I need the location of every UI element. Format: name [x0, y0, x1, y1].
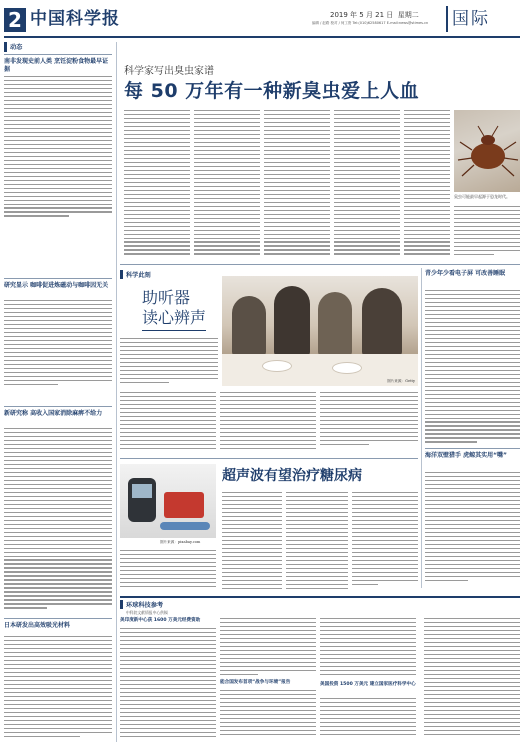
rule: [4, 618, 112, 619]
section-divider: [446, 6, 448, 32]
right-briefs: [425, 268, 520, 588]
brief-body: [425, 290, 520, 446]
photo-credit: 图片来源：Getty: [387, 379, 415, 383]
feature-body-col1: [120, 392, 216, 452]
bottom-sublabel: 中科院文献情报中心供稿: [126, 610, 168, 615]
brief-title: 能合国发布首项“战争与环境”报告: [220, 680, 291, 685]
feature-label: 科学此刻: [120, 270, 151, 279]
brief-body: [4, 428, 112, 614]
brief-title: 日本研发出高效吸光材料: [4, 622, 71, 629]
bedbug-icon: [454, 110, 520, 192]
brief-title: 美印度新中心获 1600 万美元经费资助: [120, 618, 201, 623]
ultrasound-body-left: [120, 550, 216, 592]
lancet-pen: [160, 522, 210, 530]
main-headline: 每 50 万年有一种新臭虫爱上人血: [124, 80, 420, 102]
plate: [332, 362, 362, 374]
brief-title: 研究显示 咖啡促进炼磁动与咖啡因无关: [4, 282, 109, 289]
issue-date: 2019 年 5 月 21 日 星期二: [330, 11, 419, 19]
ultrasound-headline: 超声波有望治疗糖尿病: [222, 468, 362, 484]
person-silhouette: [318, 292, 352, 356]
ultrasound-story: [120, 462, 418, 594]
feature-story: [120, 268, 418, 454]
brief-title: 海洋双壁猎手 虎鲸其实用“嘴”: [425, 452, 507, 459]
ultrasound-body-col1: [222, 492, 282, 592]
brief-body: [120, 628, 216, 740]
rule: [4, 54, 112, 55]
feature-intro: [120, 338, 218, 386]
plate: [262, 360, 292, 372]
dinner-party-photo: [222, 276, 418, 386]
brief-body: [4, 636, 112, 740]
rule: [120, 458, 418, 459]
section-name: 国际: [452, 9, 490, 29]
bottom-label: 环球科技参考: [120, 600, 163, 609]
bottom-section: [120, 600, 520, 742]
brief-body: [4, 76, 112, 222]
person-silhouette: [362, 288, 402, 356]
brief-body: [220, 618, 316, 678]
feature-body-col2: [220, 392, 316, 452]
main-kicker: 科学家写出臭虫家谱: [124, 66, 214, 77]
column-label-dynamic: 动态: [4, 42, 112, 52]
brief-body: [320, 618, 416, 678]
brief-title: 美国投资 1500 万美元 建立国家医疗科学中心: [320, 682, 416, 687]
column-divider: [116, 42, 117, 742]
header-rule: [4, 36, 520, 38]
feature-title-line2: 读心辨声: [142, 308, 207, 327]
photo-credit: 图片来源：pixabay.com: [160, 540, 201, 544]
main-body-col4: [334, 110, 400, 258]
header-contacts: 编辑 / 赵路 校对 / 何工资 Tel:(010)62580617 E-mail:news@stimes.cn: [312, 21, 429, 25]
main-body-col3: [264, 110, 330, 258]
brief-title: 南非发现史前人类 烹饪淀粉食物最早证据: [4, 58, 109, 73]
feature-title-line1: 助听器: [142, 288, 191, 307]
page-number-badge: 2: [4, 8, 26, 32]
brief-title: 青少年少看电子屏 可改善睡眠: [425, 270, 506, 277]
test-strips: [164, 492, 204, 518]
rule: [4, 278, 112, 279]
rule: [425, 448, 520, 449]
main-body-col2: [194, 110, 260, 258]
ultrasound-body-col3: [352, 492, 418, 592]
brief-body: [425, 472, 520, 584]
bedbug-photo: [454, 110, 520, 192]
feature-body-col3: [320, 392, 418, 452]
main-story: [120, 42, 520, 262]
photo-caption: 臭虫可能最早起源于恐龙时代。: [454, 194, 510, 199]
left-column: [4, 42, 112, 742]
rule: [4, 406, 112, 407]
brief-body: [4, 300, 112, 390]
ultrasound-body-col2: [286, 492, 348, 592]
masthead-logo: 中国科学报: [30, 9, 120, 29]
brief-title: 新研究称 高收入国家消除麻痹不给力: [4, 410, 103, 417]
rule: [120, 264, 520, 265]
brief-body: [220, 690, 316, 740]
person-silhouette: [232, 296, 266, 356]
glucose-meter-photo: [120, 464, 216, 538]
main-body-col1: [124, 110, 190, 258]
person-silhouette: [274, 286, 310, 356]
page-header: [0, 0, 524, 34]
brief-body: [424, 618, 520, 740]
brief-body: [320, 698, 416, 740]
column-divider: [421, 268, 422, 588]
rule: [120, 596, 520, 598]
main-body-col5: [404, 110, 450, 258]
main-body-col6: [454, 206, 520, 258]
meter-screen: [132, 484, 152, 498]
title-underline: [142, 330, 206, 331]
